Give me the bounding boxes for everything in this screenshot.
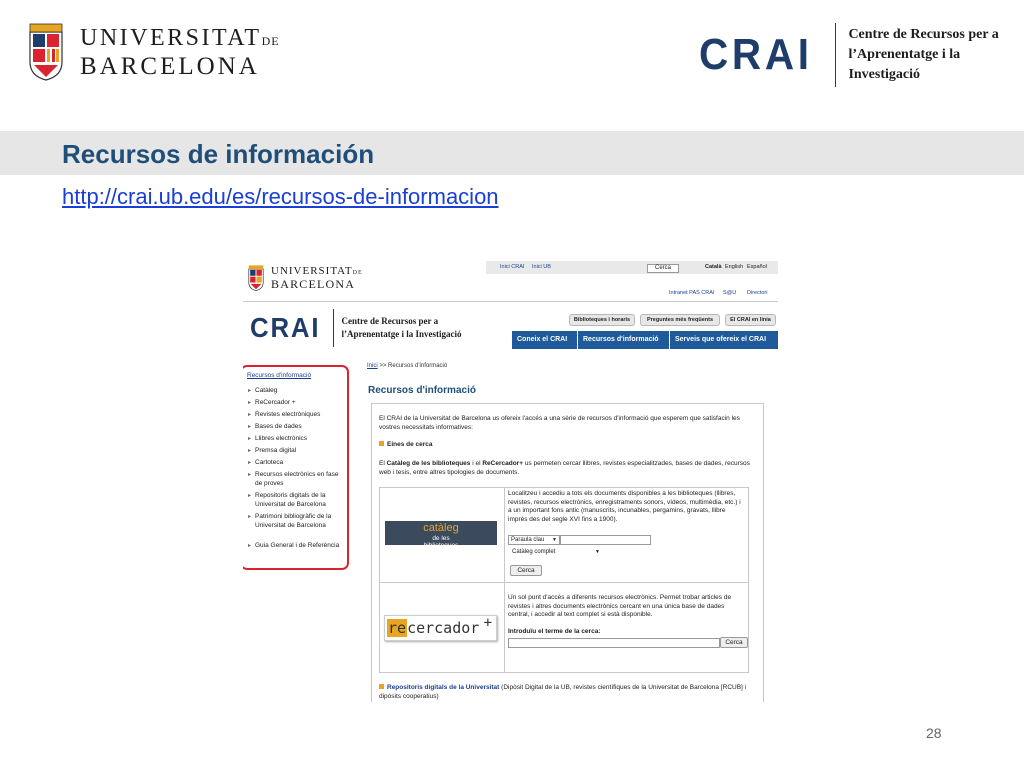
ub-wordmark-de: DE [261, 33, 280, 48]
crai-wordmark: CRAI [699, 30, 813, 79]
eines-intro [379, 460, 759, 477]
crai-description [848, 25, 1024, 85]
lang-english[interactable]: English [725, 264, 744, 270]
sidebar-item-proves[interactable] [248, 471, 341, 488]
university-logo [26, 22, 280, 82]
lang-catala[interactable]: Català [705, 264, 722, 270]
catalog-scope-select[interactable] [510, 548, 602, 558]
recercador-logo-rest: cercador [407, 619, 480, 637]
eines-intro-cataleg: Catàleg de les biblioteques [386, 460, 471, 467]
recercador-logo-re: re [388, 619, 407, 637]
repositoris-section [379, 684, 759, 701]
crai-description-line2: l’Aprenentatge i la Investigació [341, 329, 462, 339]
bullet-arrow-icon: ▸ [248, 493, 252, 499]
eines-intro-mid: i el [472, 460, 481, 467]
bullet-arrow-icon: ▸ [248, 436, 252, 442]
ub-shield-icon [26, 22, 66, 82]
search-type-select[interactable] [508, 535, 560, 545]
cataleg-search-input[interactable] [560, 535, 651, 545]
slide-url-link[interactable]: http://crai.ub.edu/es/recursos-de-informacion [62, 184, 499, 209]
bullet-arrow-icon: ▸ [248, 412, 252, 418]
recercador-logo-button[interactable] [384, 615, 497, 641]
sidebar-heading[interactable]: Recursos d'informació [247, 372, 312, 379]
crai-logo [699, 22, 1024, 88]
sidebar-item-label: Catàleg [255, 387, 278, 394]
table-column-divider [504, 487, 505, 673]
ub-wordmark-line2: BARCELONA [271, 277, 356, 291]
bullet-arrow-icon: ▸ [248, 514, 252, 520]
sidebar-item-revistes[interactable] [248, 411, 341, 420]
breadcrumb-current: Recursos d'informació [388, 363, 448, 369]
crai-separator [835, 23, 837, 87]
sidebar-item-label: Revistes electròniques [255, 411, 321, 418]
breadcrumb-home[interactable]: Inici [367, 363, 378, 369]
crai-en-linia-button[interactable]: El CRAI en línia [725, 314, 776, 326]
sidebar-item-label: Llibres electrònics [255, 435, 308, 442]
slide-title: Recursos de información [62, 139, 375, 169]
sidebar-highlight [243, 365, 349, 570]
biblioteques-horaris-button[interactable]: Biblioteques i horaris [569, 314, 635, 326]
sidebar-item-recercador[interactable] [248, 399, 341, 408]
ub-wordmark-line1: UNIVERSITAT [80, 24, 262, 51]
link-intranet-pas[interactable]: Intranet PAS CRAI [669, 290, 715, 296]
nav-recursos-informacio[interactable]: Recursos d'informació [578, 331, 669, 349]
topbar-search-button[interactable]: Cerca [647, 264, 679, 273]
eines-heading-label: Eines de cerca [387, 441, 433, 448]
sidebar-item-repositoris[interactable] [248, 492, 341, 509]
dropdown-arrow-icon: ▼ [595, 549, 600, 555]
cataleg-logo-sub [385, 535, 497, 549]
sidebar-item-bases-dades[interactable] [248, 423, 341, 432]
eines-intro-post: us permeten cercar llibres, revistes especialitzades, bases de dades, recursos web i tesis, entre altres tipologies de documents. [379, 460, 750, 476]
link-inici-ub[interactable]: Inici UB [532, 264, 551, 270]
sidebar-item-label: Repositoris digitals de la Universitat de Barcelona [255, 492, 326, 508]
search-type-value: Paraula clau [511, 537, 545, 543]
bullet-arrow-icon: ▸ [248, 472, 252, 478]
cataleg-search-button[interactable]: Cerca [510, 565, 542, 576]
sidebar-item-label: Guia General i de Referència [255, 542, 340, 549]
cataleg-logo-sub2: biblioteques [423, 542, 459, 549]
screenshot-university-logo [247, 264, 363, 292]
repositoris-link[interactable]: Repositoris digitals de la Universitat [387, 684, 500, 691]
sidebar-item-cartoteca[interactable] [248, 459, 341, 468]
bullet-arrow-icon: ▸ [248, 448, 252, 454]
cataleg-logo-main: catàleg [423, 522, 459, 534]
breadcrumb-separator: >> [379, 363, 387, 369]
lang-espanol[interactable]: Español [747, 264, 767, 270]
table-row-divider [379, 582, 749, 583]
ub-wordmark-line1: UNIVERSITAT [271, 265, 353, 277]
sidebar-item-patrimoni[interactable] [248, 513, 341, 530]
cataleg-logo-sub1: de les [432, 535, 450, 542]
repositoris-text: (Dipòsit Digital de la UB, revistes científiques de la Universitat de Barcelona [RCUB] i dipòsits cooperatius) [379, 684, 747, 700]
recercador-search-button[interactable]: Cerca [720, 637, 748, 648]
catalog-scope-value: Catàleg complet [512, 549, 556, 555]
crai-description-line1: Centre de Recursos per a [848, 27, 999, 42]
orange-square-icon [379, 684, 384, 689]
eines-heading [379, 441, 433, 448]
preguntes-frequents-button[interactable]: Preguntes més freqüents [640, 314, 720, 326]
ub-shield-icon [247, 264, 265, 292]
sidebar-item-cataleg[interactable] [248, 387, 341, 396]
crai-wordmark: CRAI [250, 312, 321, 343]
cataleg-logo-button[interactable] [385, 521, 497, 549]
bullet-arrow-icon: ▸ [248, 460, 252, 466]
crai-separator [333, 309, 334, 347]
sidebar-item-label: Patrimoni bibliogràfic de la Universitat de Barcelona [255, 513, 332, 529]
intro-text: El CRAI de la Universitat de Barcelona us ofereix l'accés a una sèrie de recursos d'informació que esperem que satisfacin les vostres necessitats informatives: [379, 415, 740, 431]
cataleg-description: Localitzeu i accediu a tots els documents disponibles a les biblioteques (llibres, revistes, recursos electrònics, enregistraments sonors, vídeos, multimèdia, etc.) i a un important fons antic (manuscrits, incunables, pergamins, gravats, llibre imprès des del segle XVI fins a 1900). [508, 490, 741, 524]
bullet-arrow-icon: ▸ [248, 388, 252, 394]
bullet-arrow-icon: ▸ [248, 543, 252, 549]
link-inici-crai[interactable]: Inici CRAI [500, 264, 525, 270]
link-directori[interactable]: Directori [747, 290, 768, 296]
screenshot-crai-logo [250, 308, 462, 348]
recercador-search-input[interactable] [508, 638, 720, 648]
sidebar-item-guia[interactable] [248, 542, 341, 551]
nav-serveis-crai[interactable]: Serveis que ofereix el CRAI [670, 331, 778, 349]
bullet-arrow-icon: ▸ [248, 424, 252, 430]
breadcrumb [367, 363, 447, 369]
ub-wordmark-line2: BARCELONA [80, 52, 260, 80]
recercador-description: Un sol punt d'accés a diferents recursos electrònics. Permet trobar articles de revistes i altres documents electrònics cercant en una única base de dades central, i accedir al text complet si està disponible. [508, 594, 732, 619]
sidebar-item-label: Premsa digital [255, 447, 297, 454]
crai-description-line2: l’Aprenentatge i la Investigació [848, 47, 961, 82]
page-number: 28 [926, 725, 942, 741]
sidebar-item-label: ReCercador + [255, 399, 296, 406]
eines-intro-pre: El [379, 460, 385, 467]
eines-intro-recercador: ReCercador+ [482, 460, 523, 467]
bullet-arrow-icon: ▸ [248, 400, 252, 406]
orange-square-icon [379, 441, 384, 446]
sidebar-item-llibres[interactable] [248, 435, 341, 444]
header-divider [243, 301, 778, 302]
nav-coneix-crai[interactable]: Coneix el CRAI [512, 331, 577, 349]
dropdown-arrow-icon: ▼ [552, 537, 557, 543]
sidebar-item-label: Bases de dades [255, 423, 302, 430]
sidebar-item-label: Cartoteca [255, 459, 284, 466]
plus-icon: + [483, 615, 492, 631]
embedded-screenshot [243, 261, 778, 702]
sidebar-item-label: Recursos electrònics en fase de proves [255, 471, 339, 487]
page-heading: Recursos d'informació [368, 385, 476, 396]
sidebar-item-premsa[interactable] [248, 447, 341, 456]
ub-wordmark-de: DE [352, 270, 363, 276]
crai-description [341, 315, 461, 341]
link-sau[interactable]: S@U [723, 290, 737, 296]
recercador-input-label: Introduïu el terme de la cerca: [508, 628, 601, 635]
crai-description-line1: Centre de Recursos per a [341, 316, 439, 326]
